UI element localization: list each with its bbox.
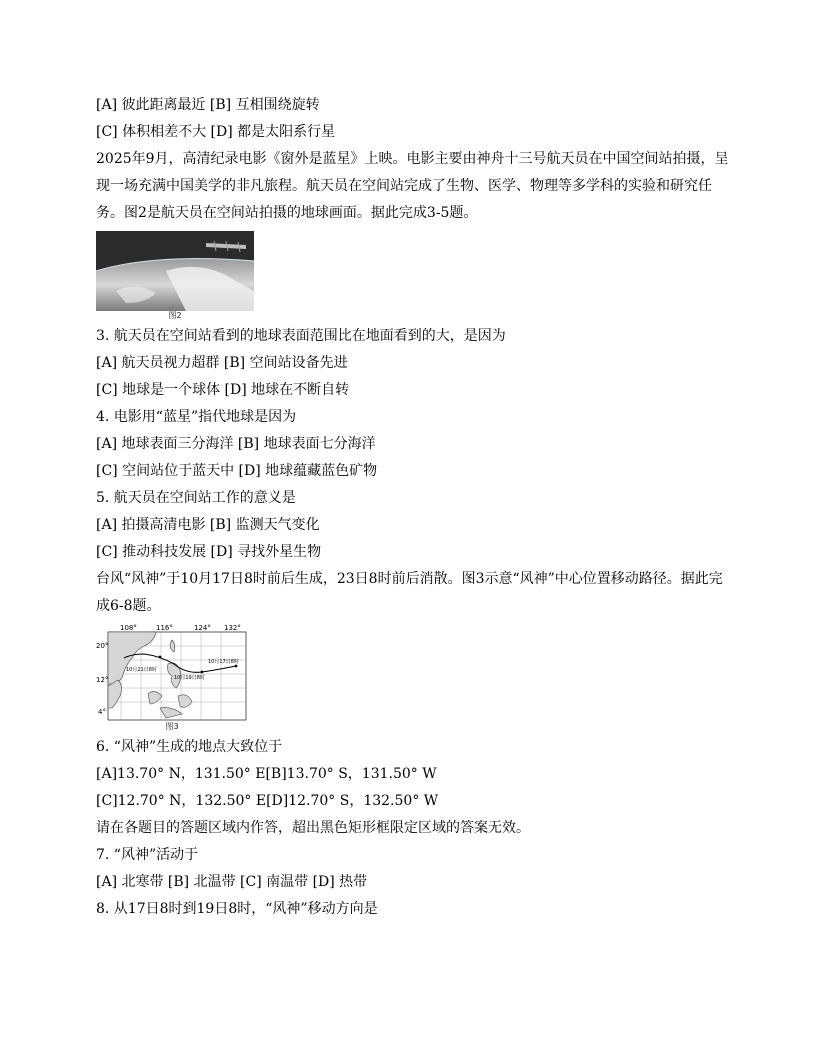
question-3: 3. 航天员在空间站看到的地球表面范围比在地面看到的大，是因为 <box>96 328 506 344</box>
question-4: 4. 电影用“蓝星”指代地球是因为 <box>96 409 297 425</box>
option-line: [C] 推动科技发展 [D] 寻找外星生物 <box>96 544 322 560</box>
document-page <box>96 92 736 923</box>
typhoon-map-svg <box>96 624 248 722</box>
answer-area-notice: 请在各题目的答题区域内作答，超出黑色矩形框限定区域的答案无效。 <box>96 820 530 836</box>
lat-label: 4° <box>98 708 106 716</box>
track-label: 10月17日8时 <box>208 659 239 665</box>
lat-label: 12° <box>96 676 109 684</box>
option-line: [C]12.70° N，132.50° E[D]12.70° S，132.50° W <box>96 793 439 809</box>
figure-3 <box>96 624 736 732</box>
question-8: 8. 从17日8时到19日8时，“风神”移动方向是 <box>96 901 378 917</box>
option-line: [A]13.70° N，131.50° E[B]13.70° S，131.50° W <box>96 766 437 782</box>
option-line: [A] 地球表面三分海洋 [B] 地球表面七分海洋 <box>96 436 376 452</box>
track-label: 10月21日8时 <box>126 667 157 673</box>
lon-label: 132° <box>224 624 241 632</box>
option-line: [C] 地球是一个球体 [D] 地球在不断自转 <box>96 382 350 398</box>
lon-label: 116° <box>156 624 173 632</box>
option-line: [A] 彼此距离最近 [B] 互相围绕旋转 <box>96 97 320 113</box>
typhoon-track-map <box>96 624 248 722</box>
option-line: [A] 拍摄高清电影 [B] 监测天气变化 <box>96 517 320 533</box>
option-line: [C] 体积相差不大 [D] 都是太阳系行星 <box>96 124 336 140</box>
earth-photo-illustration <box>96 231 254 311</box>
track-label: 10月19日8时 <box>174 675 205 681</box>
passage-intro-typhoon: 台风“风神”于10月17日8时前后生成，23日8时前后消散。图3示意“风神”中心位置移动路径。据此完成6-8题。 <box>96 571 723 614</box>
figure-2-caption: 图2 <box>168 311 182 320</box>
lat-label: 20° <box>96 642 109 650</box>
figure-2 <box>96 231 736 321</box>
lon-label: 124° <box>194 624 211 632</box>
figure-3-caption: 图3 <box>165 722 179 731</box>
question-5: 5. 航天员在空间站工作的意义是 <box>96 490 296 506</box>
option-line: [C] 空间站位于蓝天中 [D] 地球蕴藏蓝色矿物 <box>96 463 378 479</box>
question-6: 6. “风神”生成的地点大致位于 <box>96 739 283 755</box>
option-line: [A] 北寒带 [B] 北温带 [C] 南温带 [D] 热带 <box>96 874 368 890</box>
question-7: 7. “风神”活动于 <box>96 847 199 863</box>
passage-intro-space-station: 2025年9月，高清纪录电影《窗外是蓝星》上映。电影主要由神舟十三号航天员在中国空间站拍摄，呈现一场充满中国美学的非凡旅程。航天员在空间站完成了生物、医学、物理等多学科的实验和研究任务。图2是航天员在空间站拍摄的地球画面。据此完成3-5题。 <box>96 151 729 221</box>
option-line: [A] 航天员视力超群 [B] 空间站设备先进 <box>96 355 348 371</box>
earth-from-station-photo <box>96 231 254 311</box>
lon-label: 108° <box>120 624 137 632</box>
